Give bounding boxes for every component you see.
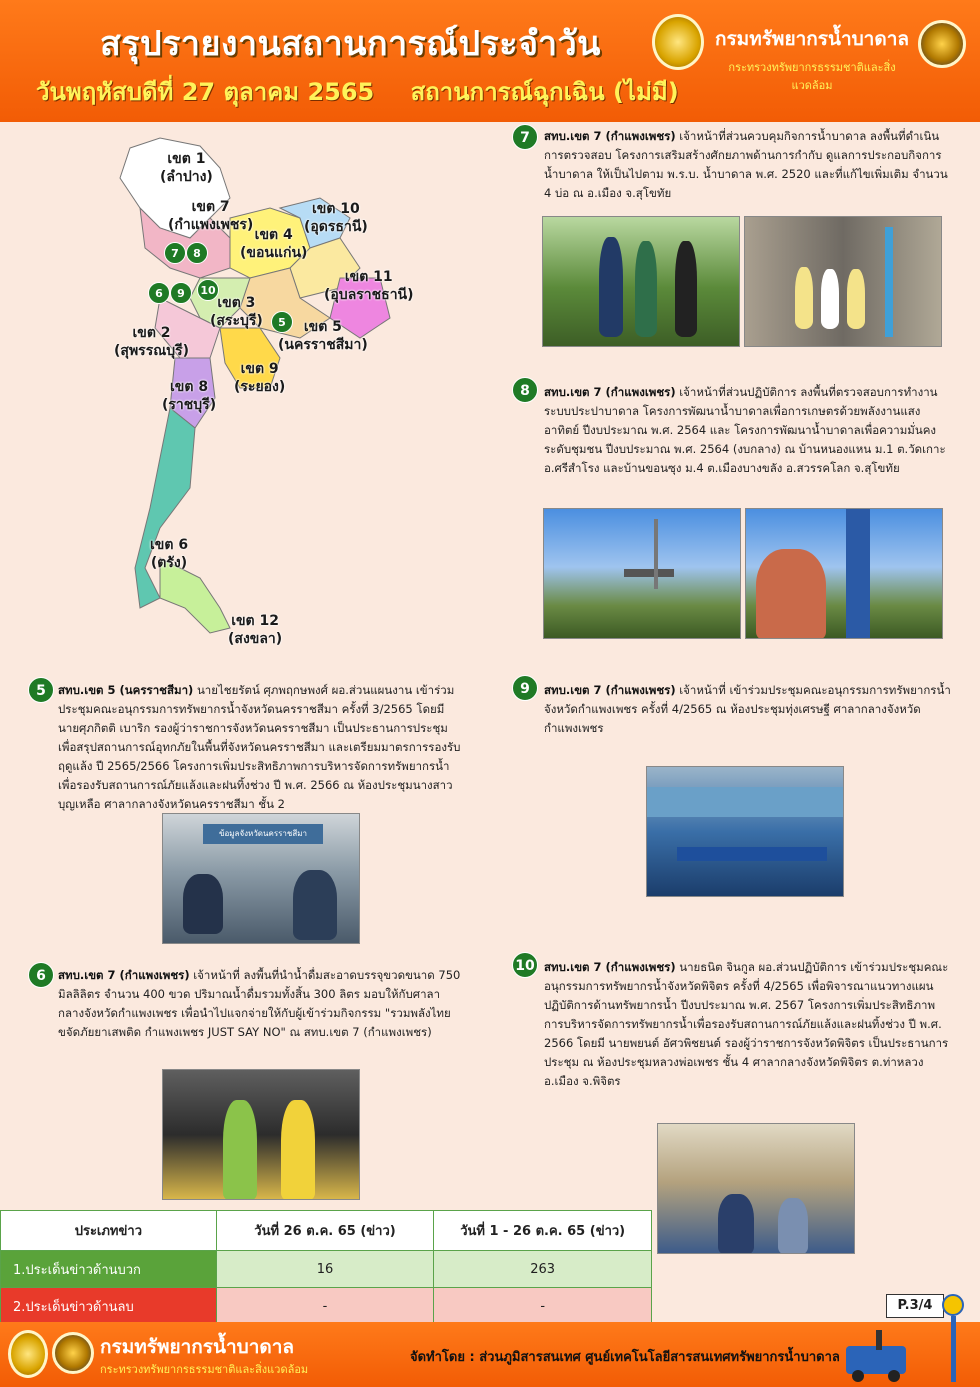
zone-label-5: เขต 5 (นครราชสีมา) xyxy=(278,319,368,353)
news-number-6: 6 xyxy=(28,962,54,988)
news-item-5 xyxy=(58,681,464,814)
zone-label-6: เขต 6 (ตรัง) xyxy=(150,537,189,571)
news-item-7 xyxy=(544,127,954,203)
table-row-positive xyxy=(1,1251,652,1288)
footer-credit: จัดทำโดย : ส่วนภูมิสารสนเทศ ศูนย์เทคโนโลยีสารสนเทศทรัพยากรน้ำบาดาล xyxy=(410,1350,840,1365)
news-5-photo-caption: ข้อมูลจังหวัดนครราชสีมา xyxy=(203,824,323,844)
zone-label-9: เขต 9 (ระยอง) xyxy=(234,361,286,395)
emergency-status: สถานการณ์ฉุกเฉิน (ไม่มี) xyxy=(410,78,679,106)
table-header-day: วันที่ 26 ต.ค. 65 (ข่าว) xyxy=(216,1211,434,1251)
news-9-photo xyxy=(646,766,844,897)
news-number-8: 8 xyxy=(512,377,538,403)
report-date: วันพฤหัสบดีที่ 27 ตุลาคม 2565 xyxy=(36,78,375,106)
news-7-photo-2 xyxy=(744,216,942,347)
news-item-6 xyxy=(58,966,464,1042)
row-month-negative: - xyxy=(434,1288,652,1325)
ministry-name: กระทรวงทรัพยากรธรรมชาติและสิ่งแวดล้อม xyxy=(728,61,896,92)
row-day-negative: - xyxy=(216,1288,434,1325)
news-text: เจ้าหน้าที่ส่วนปฏิบัติการ ลงพื้นที่ตรวจสอบการทำงานระบบประปาบาดาล โครงการพัฒนาน้ำบาดาลเพื่อการเกษตรด้วยพลังงานแสงอาทิตย์ ปีงบประมาณ พ.ศ. 2564 และ โครงการพัฒนาน้ำบาดาลเพื่อความมั่นคงระดับชุมชน ปีงบประมาณ พ.ศ. 2564 (งบกลาง) ณ บ้านหนองแหน ม.1 ต.วัดเกาะ อ.ศรีสำโรง และบ้านขอนซุง ม.4 ต.เมืองบางขลัง อ.สวรรคโลก จ.สุโขทัย xyxy=(544,385,946,475)
report-footer xyxy=(0,1322,980,1387)
news-number-10: 10 xyxy=(512,952,538,978)
footer-ministry-seal-icon xyxy=(52,1332,94,1374)
zone-label-12: เขต 12 (สงขลา) xyxy=(228,613,283,647)
row-day-positive: 16 xyxy=(216,1251,434,1288)
news-8-photo-1 xyxy=(543,508,741,639)
news-text: เจ้าหน้าที่ เข้าร่วมประชุมคณะอนุกรรมการทรัพยากรน้ำจังหวัดกำแพงเพชร ครั้งที่ 4/2565 ณ ห้องประชุมทุ่งเศรษฐี ศาลากลางจังหวัดกำแพงเพชร xyxy=(544,683,951,735)
zone-label-8: เขต 8 (ราชบุรี) xyxy=(162,379,217,413)
map-badge-7: 7 xyxy=(164,242,186,264)
news-item-10 xyxy=(544,958,954,1091)
department-name: กรมทรัพยากรน้ำบาดาล xyxy=(714,28,910,50)
zone-label-2: เขต 2 (สุพรรณบุรี) xyxy=(114,325,190,359)
news-head: สทบ.เขต 7 (กำแพงเพชร) xyxy=(544,683,676,697)
news-item-8 xyxy=(544,383,954,478)
zone-label-3: เขต 3 (สระบุรี) xyxy=(210,295,263,329)
zone-label-4: เขต 4 (ขอนแก่น) xyxy=(240,227,308,261)
map-badge-10: 10 xyxy=(197,279,219,301)
news-head: สทบ.เขต 7 (กำแพงเพชร) xyxy=(58,968,190,982)
table-header-row xyxy=(1,1211,652,1251)
thailand-region-map xyxy=(100,128,414,658)
news-number-5: 5 xyxy=(28,677,54,703)
news-8-photo-2 xyxy=(745,508,943,639)
zone-label-10: เขต 10 (อุดรธานี) xyxy=(304,201,368,235)
news-text: นายไชยรัตน์ ศุภพฤกษพงศ์ ผอ.ส่วนแผนงาน เข้าร่วมประชุมคณะอนุกรรมการทรัพยากรน้ำจังหวัดนครราชสีมา ครั้งที่ 3/2565 โดยมี นายศุภกิตติ เบาริก รองผู้ว่าราชการจังหวัดนครราชสีมา เป็นประธานการประชุม เพื่อสรุปสถานการณ์อุทกภัยในพื้นที่จังหวัดนครราชสีมา และเตรียมมาตรการรองรับฤดูแล้ง ปี 2565/2566 โครงการเพิ่มประสิทธิภาพการบริหารจัดการทรัพยากรน้ำเพื่อรองรับสถานการณ์ภัยแล้งและฝนทิ้งช่วง ปี พ.ศ. 2566 ณ ห้องประชุมนางสาวบุญเหลือ ศาลากลางจังหวัดนครราชสีมา ชั้น 2 xyxy=(58,683,461,811)
news-head: สทบ.เขต 7 (กำแพงเพชร) xyxy=(544,960,676,974)
zone-label-7: เขต 7 (กำแพงเพชร) xyxy=(168,199,254,233)
news-head: สทบ.เขต 5 (นครราชสีมา) xyxy=(58,683,194,697)
news-text: เจ้าหน้าที่ ลงพื้นที่นำน้ำดื่มสะอาดบรรจุขวดขนาด 750 มิลลิลิตร จำนวน 400 ขวด ปริมาณน้ำดื่มรวมทั้งสิ้น 300 ลิตร มอบให้กับศาลากลางจังหวัดกำแพงเพชร เพื่อนำไปแจกจ่ายให้กับผู้เข้าร่วมกิจกรรม "รวมพลังไทย ขจัดภัยยาเสพติด กำแพงเพชร JUST SAY NO" ณ สทบ.เขต 7 (กำแพงเพชร) xyxy=(58,968,461,1039)
footer-department-seal-icon xyxy=(8,1330,48,1378)
zone-label-11: เขต 11 (อุบลราชธานี) xyxy=(324,269,414,303)
map-badge-8: 8 xyxy=(186,242,208,264)
table-header-type: ประเภทข่าว xyxy=(1,1211,217,1251)
map-badge-9: 9 xyxy=(170,282,192,304)
news-7-photo-1 xyxy=(542,216,740,347)
department-seal-icon xyxy=(652,14,704,70)
news-number-7: 7 xyxy=(512,124,538,150)
footer-department-name: กรมทรัพยากรน้ำบาดาล xyxy=(100,1336,295,1358)
map-badge-5: 5 xyxy=(271,311,293,333)
report-title: สรุปรายงานสถานการณ์ประจำวัน xyxy=(100,24,601,64)
news-head: สทบ.เขต 7 (กำแพงเพชร) xyxy=(544,385,676,399)
news-stats-table xyxy=(0,1210,652,1325)
footer-ministry-name: กระทรวงทรัพยากรธรรมชาติและสิ่งแวดล้อม xyxy=(100,1363,309,1376)
news-text: นายธนิต จินกูล ผอ.ส่วนปฏิบัติการ เข้าร่วมประชุมคณะอนุกรรมการทรัพยากรน้ำจังหวัดพิจิตร ครั้งที่ 4/2565 เพื่อพิจารณาแนวทางแผนปฏิบัติการด้านทรัพยากรน้ำ ปีงบประมาณ พ.ศ. 2567 โครงการเพิ่มประสิทธิภาพการบริหารจัดการทรัพยากรน้ำเพื่อรองรับสถานการณ์ภัยแล้งและฝนทิ้งช่วง ปี พ.ศ. 2566 โดยมี นายพยนต์ อัศวพิชยนต์ รองผู้ว่าราชการจังหวัดพิจิตร เป็นประธานการประชุม ณ ห้องประชุมหลวงพ่อเพชร ชั้น 4 ศาลากลางจังหวัดพิจิตร ต.ท่าหลวง อ.เมือง จ.พิจิตร xyxy=(544,960,949,1088)
row-label-positive: 1.ประเด็นข่าวด้านบวก xyxy=(1,1251,217,1288)
drilling-truck-icon xyxy=(846,1330,916,1380)
news-item-9 xyxy=(544,681,954,738)
news-6-photo xyxy=(162,1069,360,1200)
news-number-9: 9 xyxy=(512,675,538,701)
news-5-photo xyxy=(162,813,360,944)
ministry-seal-icon xyxy=(918,20,966,68)
table-row-negative xyxy=(1,1288,652,1325)
report-header xyxy=(0,0,980,122)
news-10-photo xyxy=(657,1123,855,1254)
zone-label-1: เขต 1 (ลำปาง) xyxy=(160,151,213,185)
news-head: สทบ.เขต 7 (กำแพงเพชร) xyxy=(544,129,676,143)
report-date-line xyxy=(36,72,707,111)
row-label-negative: 2.ประเด็นข่าวด้านลบ xyxy=(1,1288,217,1325)
department-box xyxy=(712,24,912,92)
page-number: P.3/4 xyxy=(886,1294,944,1318)
map-badge-6: 6 xyxy=(148,282,170,304)
news-text: เจ้าหน้าที่ส่วนควบคุมกิจการน้ำบาดาล ลงพื้นที่ดำเนินการตรวจสอบ โครงการเสริมสร้างศักยภาพด้านการกำกับ ดูแลการประกอบกิจการน้ำบาดาล ให้เป็นไปตาม พ.ร.บ. น้ำบาดาล พ.ศ. 2520 และที่แก้ไขเพิ่มเติม จำนวน 4 บ่อ ณ อ.เมือง จ.สุโขทัย xyxy=(544,129,948,200)
water-tower-icon xyxy=(938,1294,970,1384)
row-month-positive: 263 xyxy=(434,1251,652,1288)
table-header-month: วันที่ 1 - 26 ต.ค. 65 (ข่าว) xyxy=(434,1211,652,1251)
